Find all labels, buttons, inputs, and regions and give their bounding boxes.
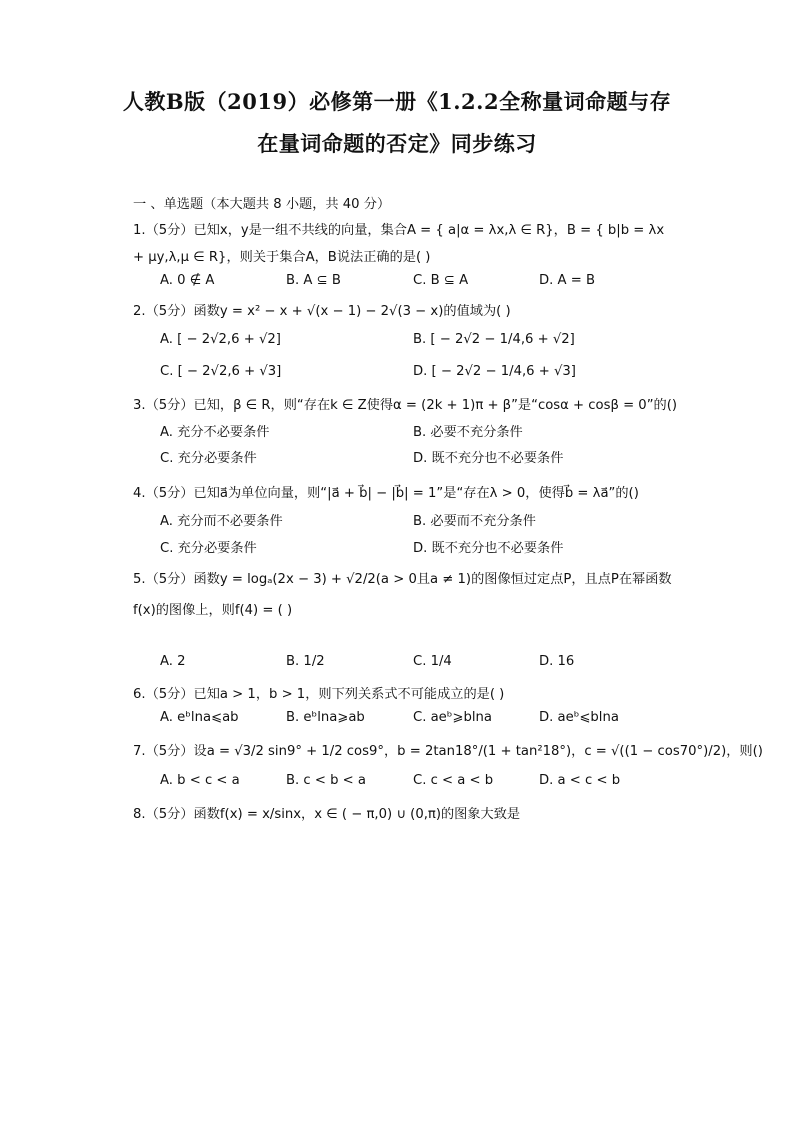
- question-4-option-b: B. 必要而不充分条件: [413, 514, 536, 529]
- question-6-stem: 6.（5分）已知a > 1，b > 1，则下列关系式不可能成立的是( ): [133, 687, 505, 702]
- question-1-stem-line-2: + μy,λ,μ ∈ R}，则关于集合A，B说法正确的是( ): [133, 250, 431, 265]
- question-3-option-c: C. 充分必要条件: [160, 451, 257, 466]
- question-3-option-b: B. 必要不充分条件: [413, 425, 523, 440]
- question-2-option-b: B. [ − 2√2 − 1/4,6 + √2]: [413, 332, 575, 347]
- question-8-stem: 8.（5分）函数f(x) = x/sinx，x ∈ ( − π,0) ∪ (0,π)的图象大致是: [133, 807, 521, 822]
- question-5-option-c: C. 1/4: [413, 654, 452, 669]
- question-3-option-a: A. 充分不必要条件: [160, 425, 270, 440]
- question-1-option-d: D. A = B: [539, 273, 596, 288]
- question-4-option-a: A. 充分而不必要条件: [160, 514, 283, 529]
- question-3-stem: 3.（5分）已知，β ∈ R，则“存在k ∈ Z使得α = (2k + 1)π + β”是“cosα + cosβ = 0”的(): [133, 398, 678, 413]
- question-2-option-d: D. [ − 2√2 − 1/4,6 + √3]: [413, 364, 576, 379]
- question-1-option-a: A. 0 ∉ A: [160, 273, 215, 288]
- question-5-option-a: A. 2: [160, 654, 186, 669]
- question-5-stem-line-2: f(x)的图像上，则f(4) = ( ): [133, 603, 293, 618]
- question-4-option-c: C. 充分必要条件: [160, 541, 257, 556]
- question-2-stem: 2.（5分）函数y = x² − x + √(x − 1) − 2√(3 − x)的值域为( ): [133, 304, 511, 319]
- question-4-stem: 4.（5分）已知a⃗为单位向量，则“|a⃗ + b⃗| − |b⃗| = 1”是“存在λ > 0，使得b⃗ = λa⃗”的(): [133, 486, 639, 501]
- question-3-option-d: D. 既不充分也不必要条件: [413, 451, 564, 466]
- question-6-option-c: C. aeᵇ⩾blna: [413, 710, 492, 725]
- question-7-option-c: C. c < a < b: [413, 773, 494, 788]
- question-5-stem-line-1: 5.（5分）函数y = logₐ(2x − 3) + √2/2(a > 0且a ≠ 1)的图像恒过定点P，且点P在幂函数: [133, 572, 672, 587]
- question-2-option-c: C. [ − 2√2,6 + √3]: [160, 364, 282, 379]
- question-6-option-a: A. eᵇlna⩽ab: [160, 710, 239, 725]
- question-7-option-b: B. c < b < a: [286, 773, 367, 788]
- question-7-option-a: A. b < c < a: [160, 773, 240, 788]
- question-1-option-c: C. B ⊆ A: [413, 273, 469, 288]
- question-6-option-b: B. eᵇlna⩾ab: [286, 710, 365, 725]
- question-7-option-d: D. a < c < b: [539, 773, 621, 788]
- question-6-option-d: D. aeᵇ⩽blna: [539, 710, 619, 725]
- question-1-stem-line-1: 1.（5分）已知x，y是一组不共线的向量，集合A = { a|α = λx,λ ∈ R}，B = { b|b = λx: [133, 223, 665, 238]
- question-5-option-d: D. 16: [539, 654, 575, 669]
- document-title-line-2: 在量词命题的否定》同步练习: [257, 131, 537, 156]
- section-heading: 一 、单选题（本大题共 8 小题，共 40 分）: [133, 197, 391, 212]
- question-1-option-b: B. A ⊆ B: [286, 273, 341, 288]
- question-7-stem: 7.（5分）设a = √3/2 sin9° + 1/2 cos9°，b = 2tan18°/(1 + tan²18°)，c = √((1 − cos70°)/2)，则(): [133, 744, 763, 759]
- question-4-option-d: D. 既不充分也不必要条件: [413, 541, 564, 556]
- question-2-option-a: A. [ − 2√2,6 + √2]: [160, 332, 281, 347]
- document-title-line-1: 人教B版（2019）必修第一册《1.2.2全称量词命题与存: [122, 89, 672, 114]
- question-5-option-b: B. 1/2: [286, 654, 325, 669]
